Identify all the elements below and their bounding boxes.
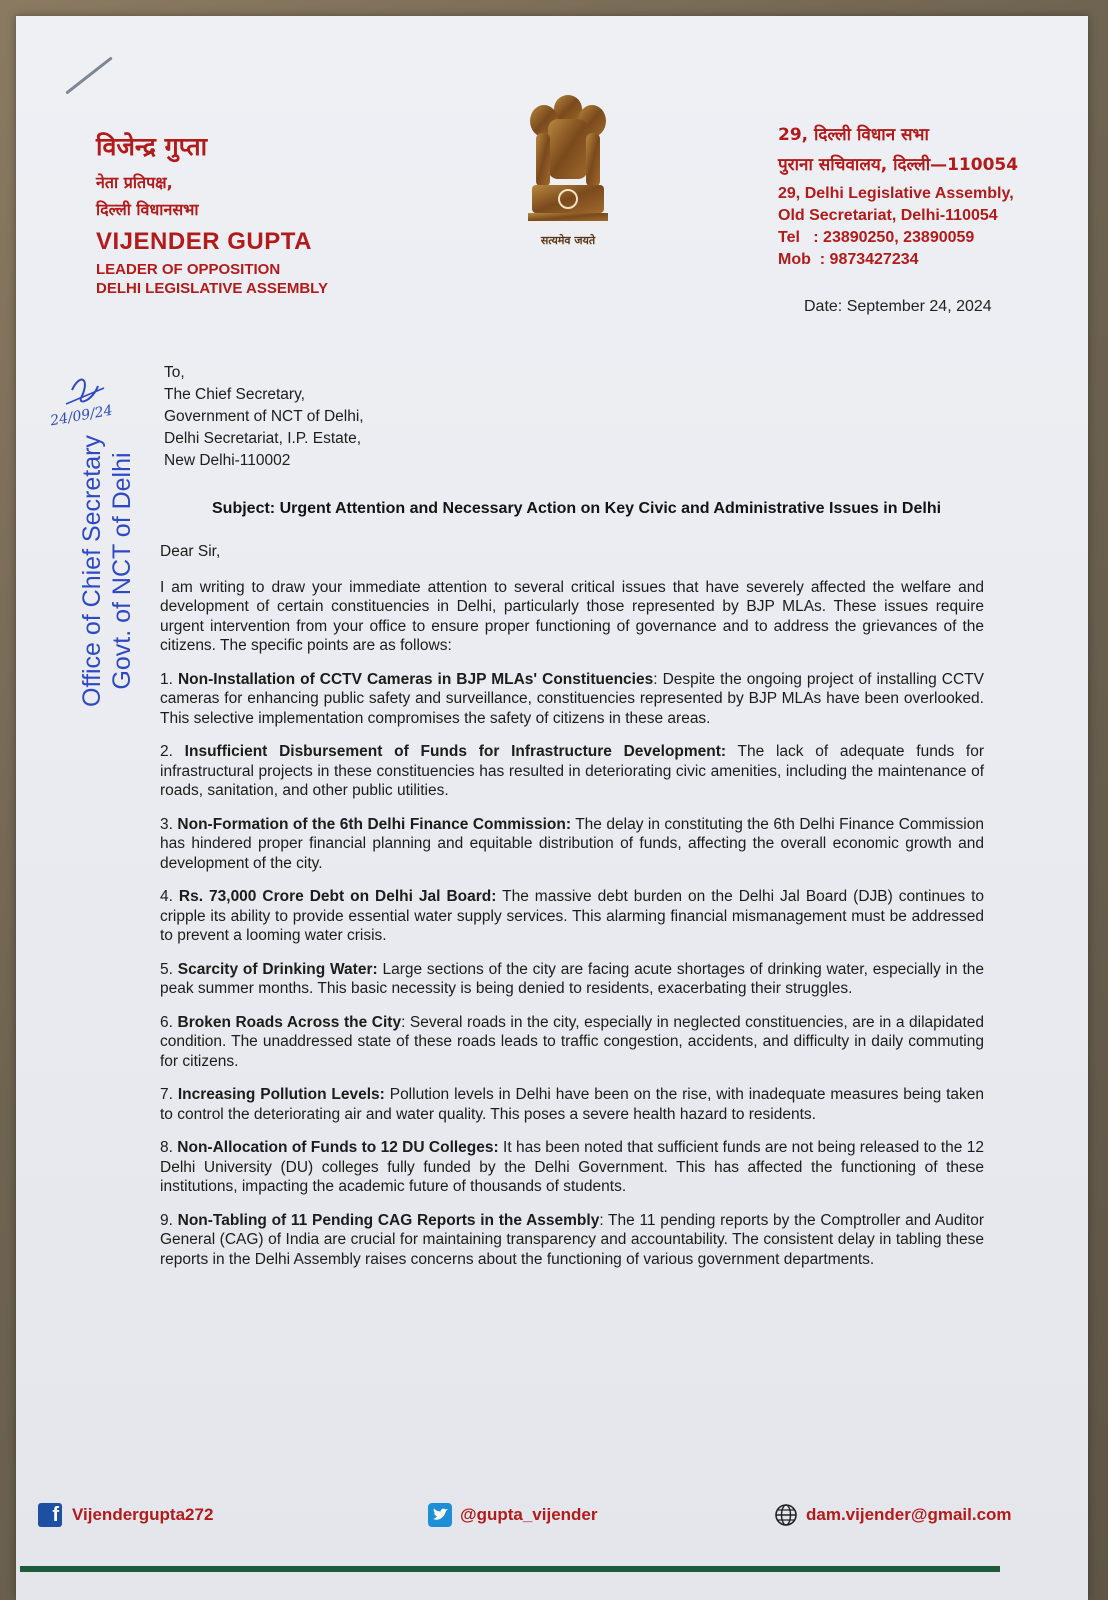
- recipient-to: To,: [164, 364, 185, 381]
- handwritten-date: 24/09/24: [49, 402, 114, 430]
- letter-body: [160, 542, 984, 1283]
- footer-twitter[interactable]: [428, 1503, 598, 1527]
- letter-date: Date: September 24, 2024: [804, 298, 992, 315]
- issue-item: [160, 742, 984, 801]
- handwritten-initials: [49, 368, 142, 442]
- letterhead-left: [96, 129, 328, 299]
- issue-item: [160, 960, 984, 999]
- issue-item: [160, 1085, 984, 1124]
- issue-number: 5.: [160, 960, 173, 978]
- address-hindi-2: पुराना सचिवालय, दिल्ली—110054: [778, 155, 1019, 175]
- subject-line: Subject: Urgent Attention and Necessary Action on Key Civic and Administrative Issues in Delhi: [212, 500, 942, 517]
- twitter-handle: @gupta_vijender: [460, 1505, 598, 1524]
- address-english-1: 29, Delhi Legislative Assembly,: [778, 185, 1014, 202]
- address-english-2: Old Secretariat, Delhi-110054: [778, 207, 998, 224]
- letter-sheet: [16, 16, 1088, 1600]
- title-hindi-2: दिल्ली विधानसभा: [96, 200, 199, 219]
- issue-number: 8.: [160, 1139, 173, 1156]
- issue-number: 3.: [160, 815, 173, 833]
- issue-text: It has been noted that sufficient funds are not being released to the 12 Delhi University (DU) colleges fully funded by the Delhi Government. This has affected the functioning of these institutions, impacting the academic future of thousands of students.: [160, 1139, 984, 1195]
- twitter-icon: [428, 1503, 452, 1527]
- issue-heading: Insufficient Disbursement of Funds for Infrastructure Development:: [184, 743, 727, 760]
- issue-text: The lack of adequate funds for infrastructural projects in these constituencies has resulted in deteriorating civic amenities, including the maintenance of roads, sanitation, and other public utilities.: [160, 743, 985, 799]
- issue-number: 7.: [160, 1086, 173, 1103]
- recipient-line-4: New Delhi-110002: [164, 452, 291, 469]
- mobile: Mob : 9873427234: [778, 251, 919, 268]
- recipient-address: [164, 362, 364, 472]
- recipient-line-1: The Chief Secretary,: [164, 386, 305, 403]
- telephone: Tel : 23890250, 23890059: [778, 229, 975, 246]
- issue-text: : Despite the ongoing project of installing CCTV cameras for enhancing public safety and surveillance, constituencies represented by BJP MLAs have been overlooked. This selective implementation compromises the safety of citizens in these areas.: [160, 670, 984, 727]
- staple: [65, 56, 113, 94]
- salutation: Dear Sir,: [160, 543, 221, 560]
- issue-number: 4.: [160, 888, 173, 905]
- issue-heading: Broken Roads Across the City: [177, 1013, 402, 1031]
- issue-number: 6.: [160, 1013, 173, 1031]
- issue-item: [160, 887, 984, 946]
- issue-text: : Several roads in the city, especially in neglected constituencies, are in a dilapidated condition. The unaddressed state of these roads leads to traffic congestion, accidents, and difficulty in daily commuting for citizens.: [160, 1013, 985, 1070]
- issue-text: : The 11 pending reports by the Comptroller and Auditor General (CAG) of India are crucial for maintaining transparency and accountability. The consistent delay in tabling these reports in the Delhi Assembly raises concerns about the functioning of various government departments.: [160, 1211, 984, 1268]
- recipient-line-2: Government of NCT of Delhi,: [164, 408, 364, 425]
- stamp-line-1: Office of Chief Secretary: [78, 435, 106, 707]
- recipient-line-3: Delhi Secretariat, I.P. Estate,: [164, 430, 362, 447]
- issue-number: 9.: [160, 1211, 173, 1229]
- issue-text: The delay in constituting the 6th Delhi Finance Commission has hindered proper financial planning and equitable distribution of funds, affecting the overall economic growth and development of the city.: [160, 815, 984, 872]
- issue-number: 1.: [160, 670, 173, 688]
- globe-icon: [774, 1503, 798, 1527]
- state-emblem-icon: [518, 89, 618, 259]
- issue-text: The massive debt burden on the Delhi Jal Board (DJB) continues to cripple its ability to provide essential water supply services. This alarming financial mismanagement must be addressed to prevent a looming water crisis.: [160, 888, 984, 944]
- issue-item: [160, 670, 984, 729]
- facebook-handle: Vijendergupta272: [72, 1505, 214, 1524]
- footer-email[interactable]: [774, 1503, 1012, 1527]
- issue-text: Large sections of the city are facing acute shortages of drinking water, especially in the peak summer months. This basic necessity is being denied to residents, exacerbating their struggles.: [160, 960, 984, 997]
- issue-item: [160, 815, 984, 874]
- footer: [16, 1503, 1088, 1533]
- intro-paragraph: I am writing to draw your immediate attention to several critical issues that have severely affected the welfare and development of certain constituencies in Delhi, particularly those represented by BJP MLAs. These issues require urgent intervention from your office to ensure proper functioning of governance and to address the grievances of the citizens. The specific points are as follows:: [160, 578, 984, 654]
- issue-heading: Non-Allocation of Funds to 12 DU Colleges:: [177, 1139, 499, 1156]
- issue-number: 2.: [160, 743, 173, 760]
- footer-facebook[interactable]: [38, 1503, 213, 1527]
- issue-item: [160, 1013, 984, 1072]
- name-english: VIJENDER GUPTA: [96, 228, 312, 255]
- issue-item: [160, 1211, 984, 1270]
- emblem-motto: सत्यमेव जयते: [540, 234, 596, 247]
- name-hindi: विजेन्द्र गुप्ता: [96, 132, 208, 161]
- stamp-line-2: Govt. of NCT of Delhi: [108, 452, 136, 690]
- address-hindi-1: 29, दिल्ली विधान सभा: [778, 125, 929, 145]
- issue-item: [160, 1138, 984, 1197]
- bottom-green-bar: [20, 1566, 1000, 1572]
- email-address: dam.vijender@gmail.com: [806, 1505, 1012, 1524]
- issue-heading: Increasing Pollution Levels:: [177, 1086, 385, 1103]
- title-hindi-1: नेता प्रतिपक्ष,: [96, 173, 173, 192]
- issue-list: [160, 670, 984, 1270]
- issue-heading: Non-Installation of CCTV Cameras in BJP MLAs' Constituencies: [177, 670, 654, 688]
- stamp-text: [77, 406, 137, 736]
- facebook-icon: f: [38, 1503, 62, 1527]
- letterhead-right: [778, 122, 1018, 273]
- issue-heading: Non-Formation of the 6th Delhi Finance Commission:: [177, 815, 572, 833]
- issue-text: Pollution levels in Delhi have been on the rise, with inadequate measures being taken to control the deteriorating air and water quality. This poses a severe health hazard to residents.: [160, 1086, 984, 1123]
- issue-heading: Scarcity of Drinking Water:: [177, 960, 378, 978]
- issue-heading: Rs. 73,000 Crore Debt on Delhi Jal Board:: [178, 888, 497, 905]
- title-english-2: DELHI LEGISLATIVE ASSEMBLY: [96, 280, 328, 297]
- title-english-1: LEADER OF OPPOSITION: [96, 261, 281, 278]
- issue-heading: Non-Tabling of 11 Pending CAG Reports in the Assembly: [177, 1211, 600, 1229]
